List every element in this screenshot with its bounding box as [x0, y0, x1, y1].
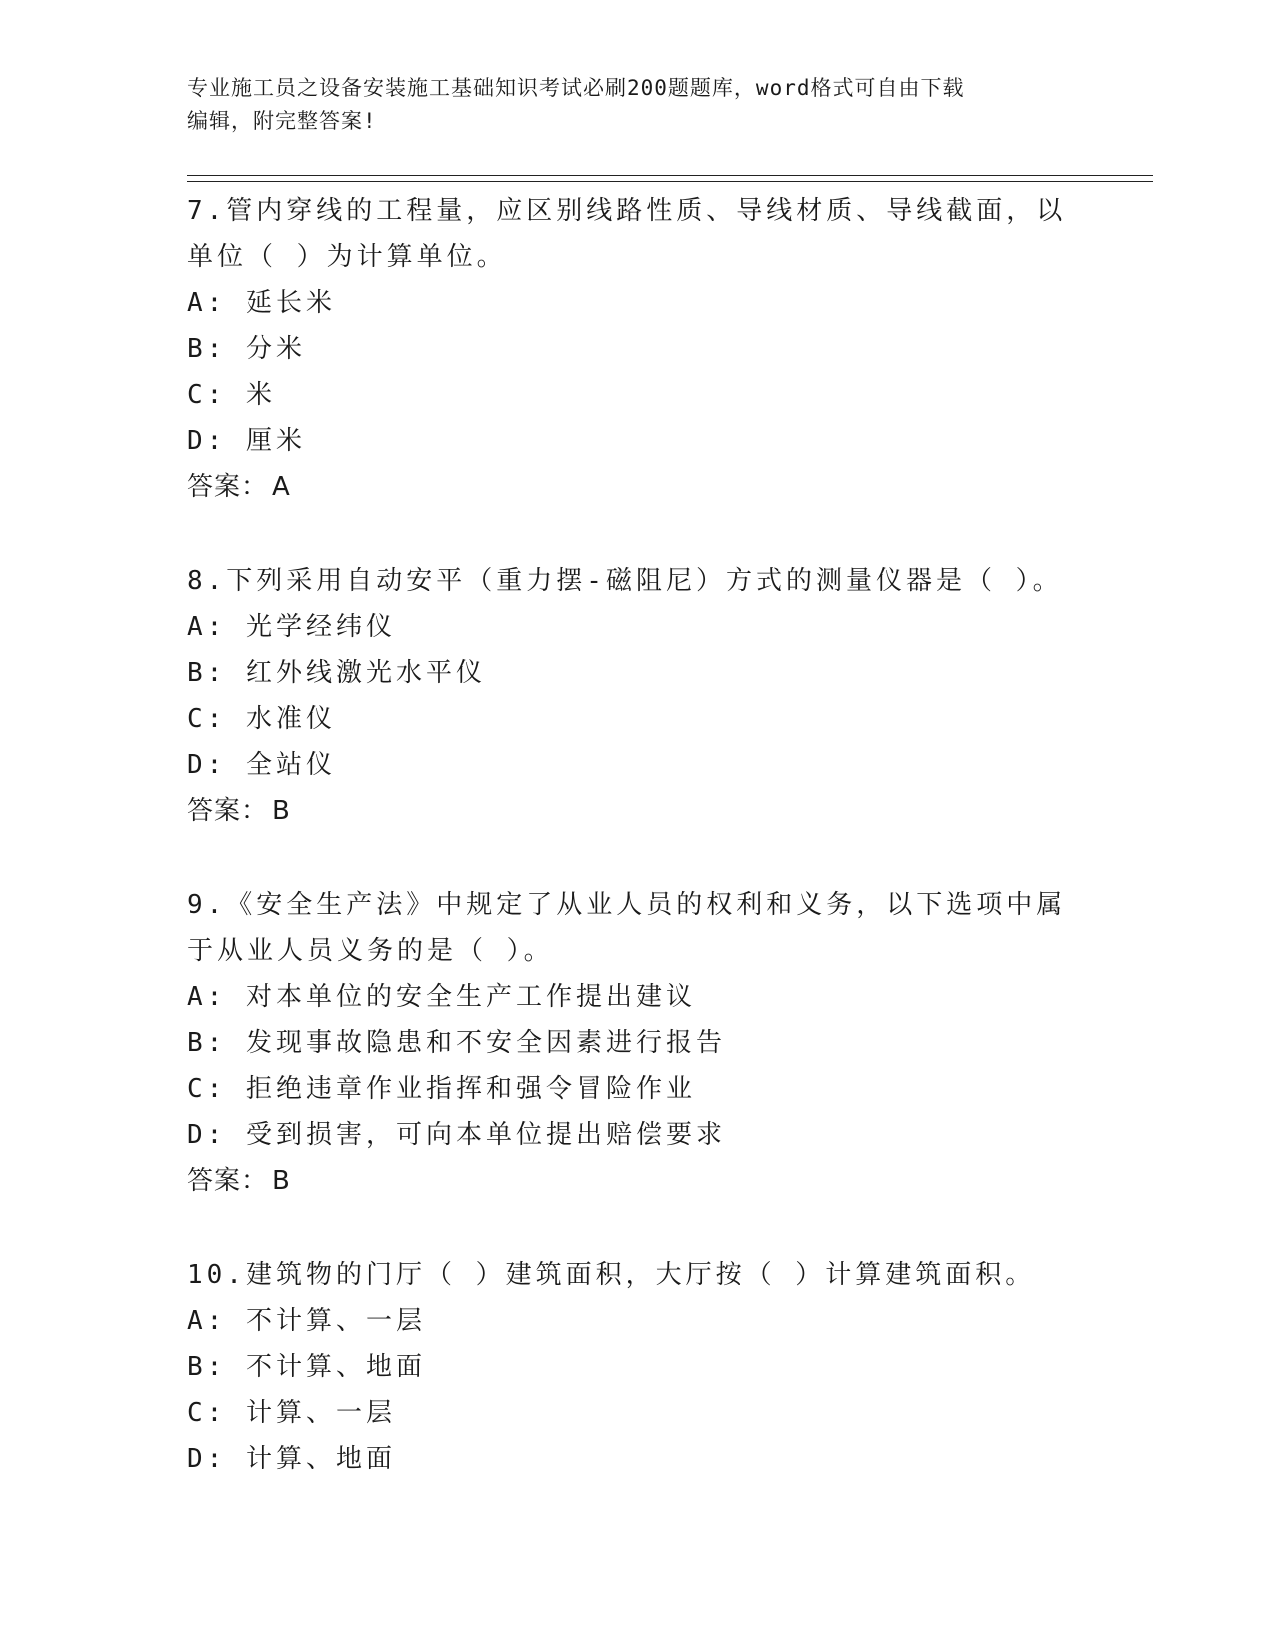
option-c: C: 米	[187, 380, 276, 410]
option-a: A: 不计算、一层	[187, 1306, 426, 1336]
answer-label: 答案：	[187, 472, 269, 502]
header-line-1: 专业施工员之设备安装施工基础知识考试必刷200题题库，word格式可自由下载	[187, 76, 965, 100]
question-text: 9.《安全生产法》中规定了从业人员的权利和义务，以下选项中属于从业人员义务的是（ ）。	[187, 890, 1067, 966]
option-b: B: 分米	[187, 334, 306, 364]
option-b: B: 发现事故隐患和不安全因素进行报告	[187, 1028, 726, 1058]
answer-label: 答案：	[187, 1166, 269, 1196]
question-8	[187, 558, 1087, 834]
answer-value: B	[272, 1166, 291, 1196]
header-divider-top	[187, 175, 1153, 176]
question-text: 8.下列采用自动安平（重力摆-磁阻尼）方式的测量仪器是（ ）。	[187, 566, 1063, 596]
option-d: D: 全站仪	[187, 750, 336, 780]
answer-line	[187, 464, 1087, 510]
option-c: C: 拒绝违章作业指挥和强令冒险作业	[187, 1074, 696, 1104]
question-7	[187, 188, 1087, 510]
question-9	[187, 882, 1087, 1204]
question-10	[187, 1252, 1087, 1482]
answer-line	[187, 1158, 1087, 1204]
answer-value: A	[272, 472, 291, 502]
option-b: B: 红外线激光水平仪	[187, 658, 486, 688]
question-text: 10.建筑物的门厅（ ）建筑面积，大厅按（ ）计算建筑面积。	[187, 1260, 1036, 1290]
option-b: B: 不计算、地面	[187, 1352, 426, 1382]
option-a: A: 对本单位的安全生产工作提出建议	[187, 982, 696, 1012]
option-c: C: 水准仪	[187, 704, 336, 734]
header-divider-bottom	[187, 181, 1153, 182]
header-line-2: 编辑，附完整答案!	[187, 109, 377, 133]
option-a: A: 光学经纬仪	[187, 612, 396, 642]
document-header	[187, 72, 1067, 138]
option-d: D: 厘米	[187, 426, 306, 456]
option-a: A: 延长米	[187, 288, 336, 318]
question-list	[187, 188, 1087, 1530]
answer-value: B	[272, 796, 291, 826]
option-c: C: 计算、一层	[187, 1398, 396, 1428]
answer-label: 答案：	[187, 796, 269, 826]
option-d: D: 计算、地面	[187, 1444, 396, 1474]
option-d: D: 受到损害，可向本单位提出赔偿要求	[187, 1120, 726, 1150]
answer-line	[187, 788, 1087, 834]
question-text: 7.管内穿线的工程量，应区别线路性质、导线材质、导线截面，以单位（ ）为计算单位。	[187, 196, 1067, 272]
